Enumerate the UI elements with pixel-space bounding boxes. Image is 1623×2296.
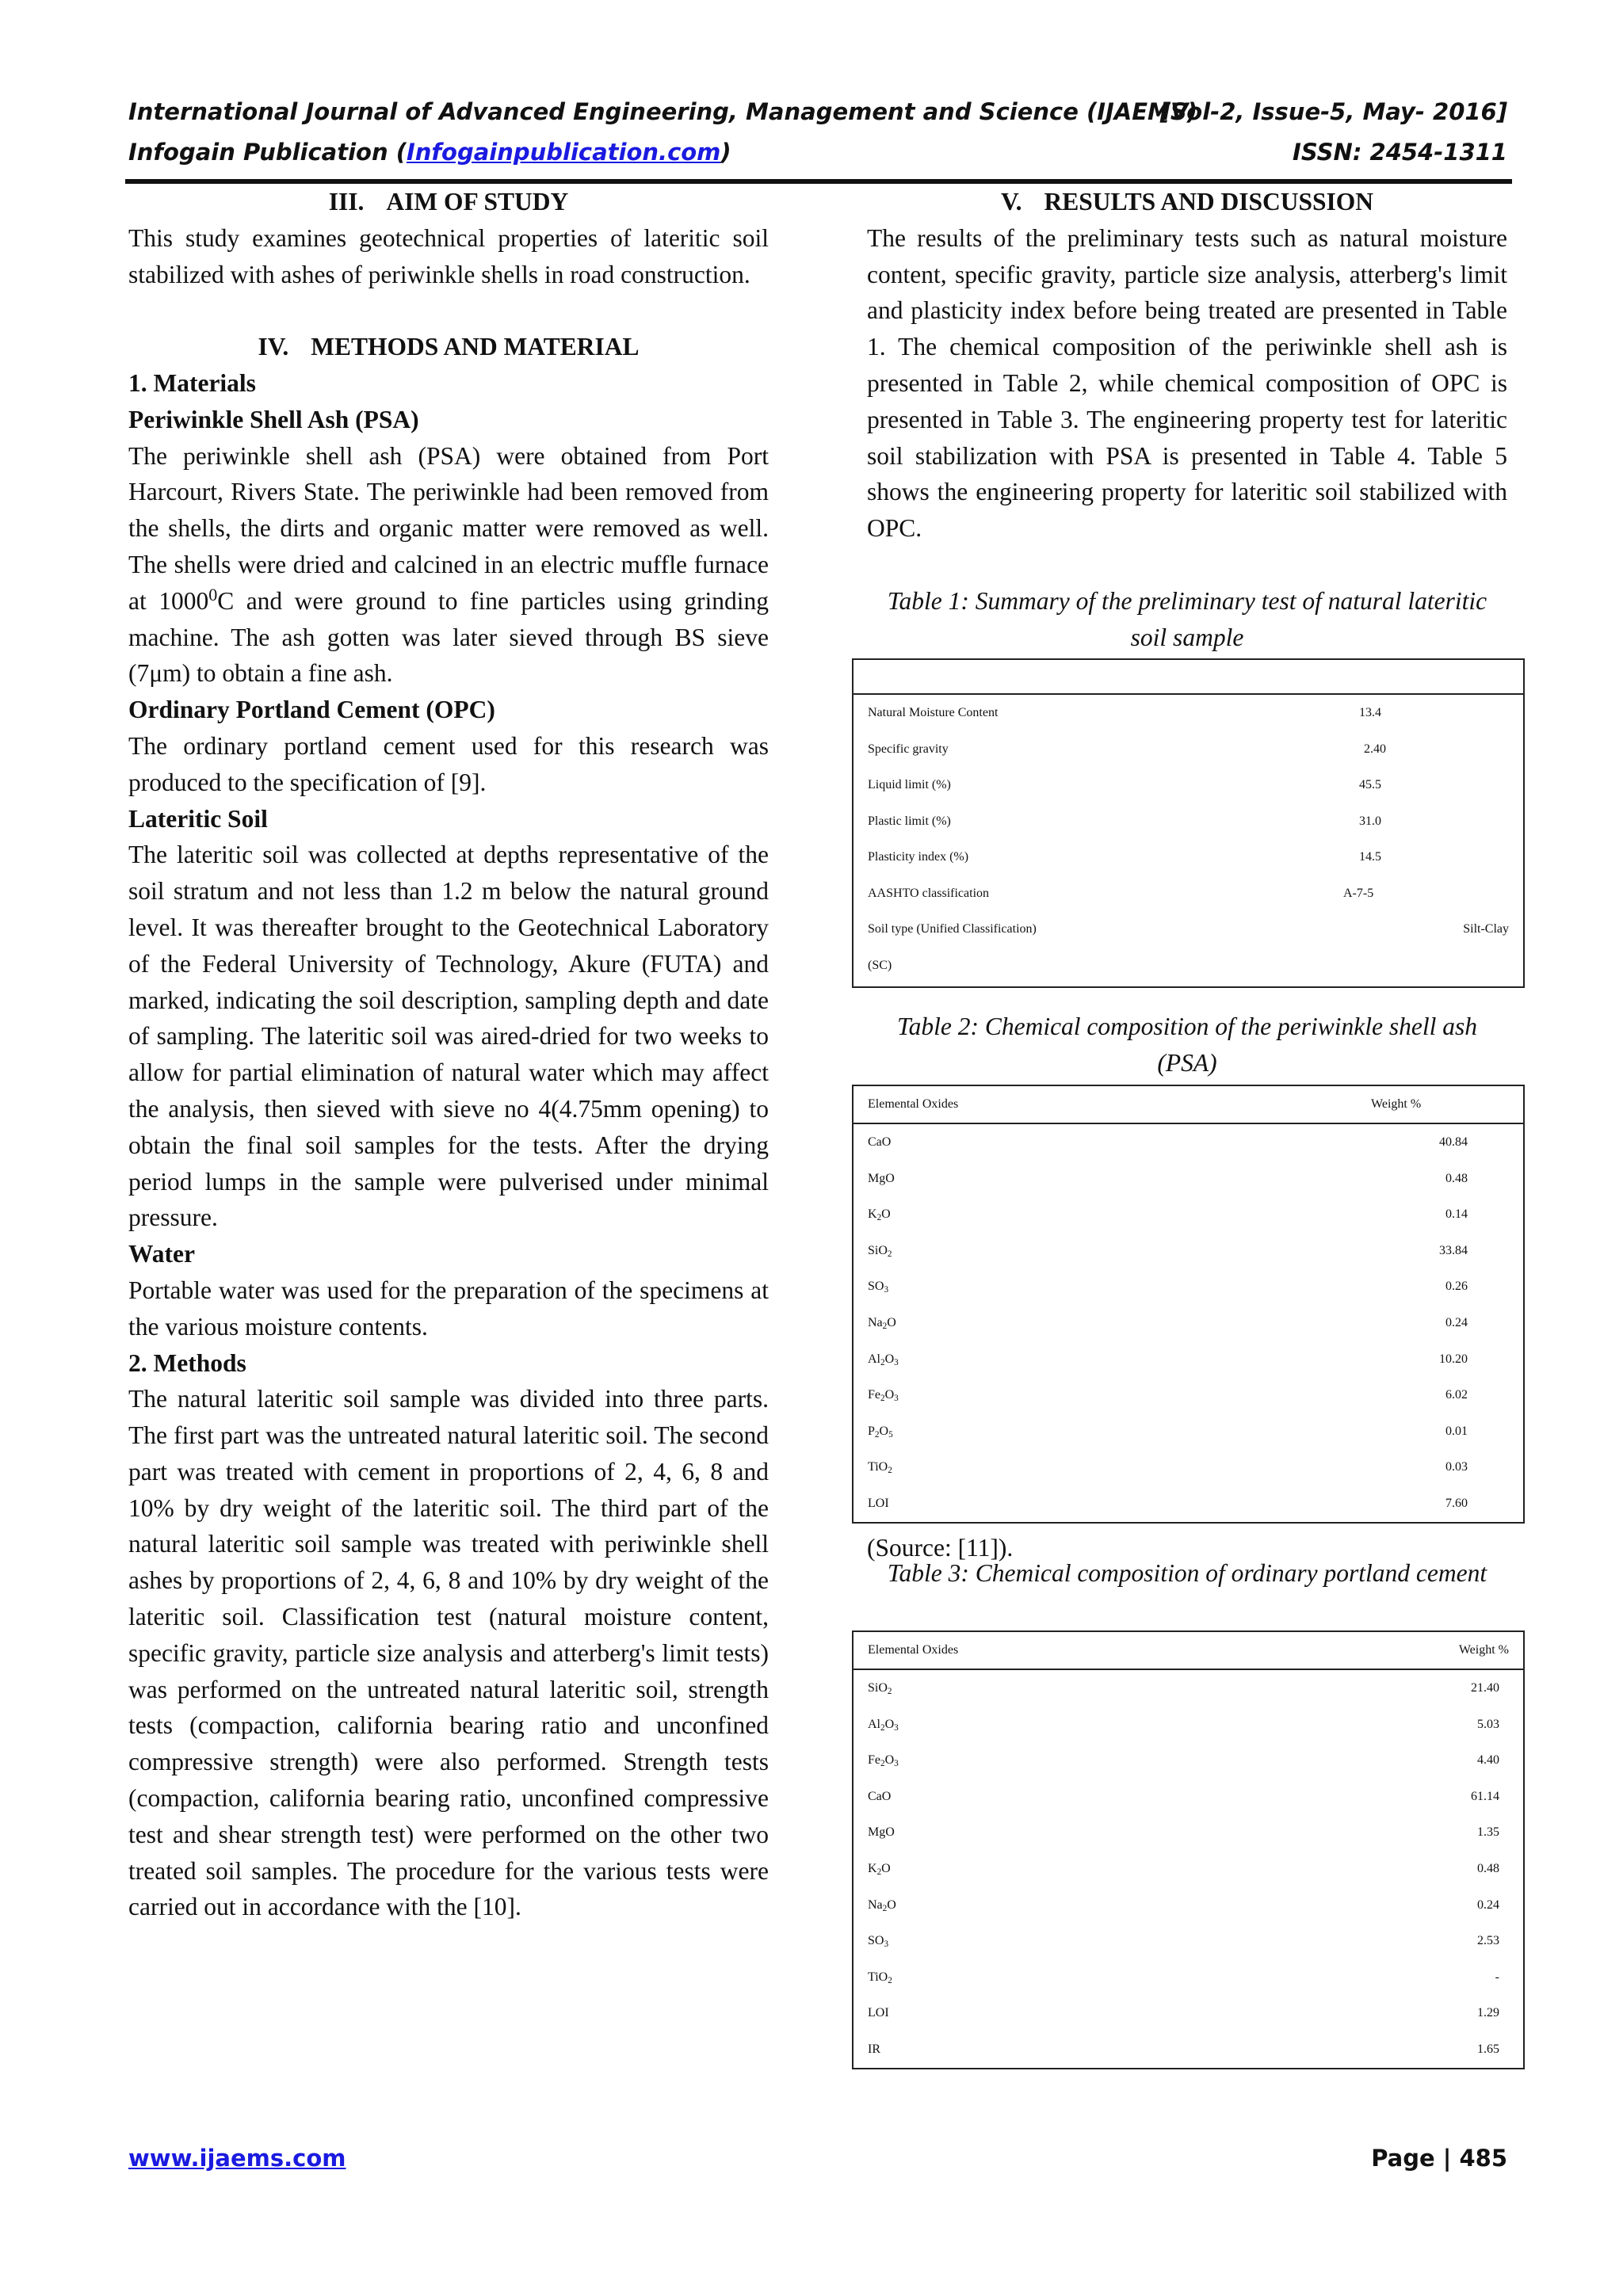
oxide-name: $Al_2O_3$ <box>868 1352 899 1367</box>
table-row <box>854 1851 1523 1887</box>
table-row <box>854 1887 1523 1924</box>
issn: ISSN: 2454-1311 <box>1293 139 1507 166</box>
oxide-weight: 0.48 <box>1445 1171 1468 1185</box>
oxide-name: $K_2O$ <box>868 1861 891 1877</box>
table-row <box>854 1995 1523 2031</box>
table-row <box>854 1413 1523 1450</box>
table-row <box>854 1233 1523 1269</box>
psa-heading: Periwinkle Shell Ash (PSA) <box>128 405 419 433</box>
table-1-caption: Table 1: Summary of the preliminary test of natural lateritic soil sample <box>887 586 1487 651</box>
table-row <box>854 1742 1523 1779</box>
table-row <box>854 1959 1523 1996</box>
oxide-name: TiO$_2$ <box>868 1970 892 1985</box>
oxide-weight: 6.02 <box>1445 1388 1468 1402</box>
table-3 <box>852 1630 1525 2069</box>
left-column <box>128 184 769 1925</box>
oxide-name: $Na_2O$ <box>868 1315 896 1331</box>
oxide-name: MgO <box>868 1825 895 1840</box>
oxide-weight: 0.48 <box>1477 1861 1499 1875</box>
psa-text: The periwinkle shell ash (PSA) were obtained from Port Harcourt, Rivers State. The periwinkle had been removed from the shells, the dirts and organic matter were removed as well. The shells were dried and calcined in an electric muffle furnace at 1000$^0$C and were ground to fine particles using grinding machine. The ash gotten was later sieved through BS sieve (7μm) to obtain a fine ash. <box>128 441 769 688</box>
oxide-weight: 0.03 <box>1445 1460 1468 1474</box>
table-row <box>854 1196 1523 1233</box>
table-row <box>854 1124 1523 1161</box>
oxide-weight: 2.53 <box>1477 1934 1499 1948</box>
table-cell-label: Plasticity index (%) <box>868 850 969 864</box>
table-row <box>854 1449 1523 1486</box>
journal-title: International Journal of Advanced Engineering, Management and Science (IJAEMS) <box>128 98 1198 125</box>
opc-text: The ordinary portland cement used for this research was produced to the specification of [9]. <box>128 731 769 796</box>
oxide-name: LOI <box>868 2006 889 2020</box>
oxide-name: CaO <box>868 1789 892 1803</box>
table-row <box>854 1923 1523 1959</box>
section-4-heading: IV. METHODS AND MATERIAL <box>258 333 640 361</box>
table-cell-value: A-7-5 <box>1343 886 1374 900</box>
oxide-weight: 1.65 <box>1477 2042 1499 2056</box>
table-row <box>854 803 1523 840</box>
oxide-name: $Al_2O_3$ <box>868 1717 899 1733</box>
oxide-weight: 0.26 <box>1445 1280 1468 1294</box>
oxide-name: $SO_3$ <box>868 1934 889 1949</box>
section-3-text: This study examines geotechnical properties of lateritic soil stabilized with ashes of periwinkle shells in road construction. <box>128 223 769 288</box>
oxide-name: $Fe_2O_3$ <box>868 1388 899 1403</box>
section-3-heading: III. AIM OF STUDY <box>328 188 569 215</box>
table-row <box>854 1779 1523 1815</box>
table-row <box>854 731 1523 768</box>
section-5-text: The results of the preliminary tests such as natural moisture content, specific gravity, particle size analysis, atterberg's limit and plasticity index before being treated are presented in Table 1. The chemical composition of the periwinkle shell ash is presented in Table 2, while chemical composition of OPC is presented in Table 3. The engineering property test for lateritic soil stabilization with PSA is presented in Table 4. Table 5 shows the engineering property for lateritic soil stabilized with OPC. <box>867 223 1507 543</box>
table-cell-value: 14.5 <box>1359 850 1381 864</box>
table-3-header: Elemental Oxides Weight % <box>854 1632 1523 1670</box>
oxide-weight: 0.24 <box>1477 1897 1499 1912</box>
publisher-link[interactable]: Infogainpublication.com <box>406 139 721 166</box>
table-row <box>854 1377 1523 1413</box>
oxide-weight: - <box>1495 1970 1499 1984</box>
oxide-name: $Fe_2O_3$ <box>868 1753 899 1768</box>
oxide-name: $Na_2O$ <box>868 1897 896 1913</box>
oxide-name: TiO$_2$ <box>868 1460 892 1476</box>
table-row <box>854 1670 1523 1707</box>
oxide-name: $P_2O_5$ <box>868 1424 893 1440</box>
water-text: Portable water was used for the preparation of the specimens at the various moisture contents. <box>128 1276 769 1341</box>
table-cell-label: Natural Moisture Content <box>868 706 999 719</box>
oxide-weight: 0.24 <box>1445 1315 1468 1329</box>
publisher-prefix: Infogain Publication ( <box>128 139 407 166</box>
table-row: Soil type (Unified Classification) Silt-Clay <box>868 922 1509 936</box>
table-cell-value: 45.5 <box>1359 778 1381 791</box>
table-2-source: (Source: [11]). <box>867 1534 1014 1562</box>
materials-heading: 1. Materials <box>128 368 256 397</box>
oxide-weight: 1.29 <box>1477 2006 1499 2020</box>
table-cell-label: AASHTO classification <box>868 886 990 900</box>
oxide-weight: 10.20 <box>1439 1352 1468 1366</box>
table-row <box>854 1486 1523 1522</box>
table-cell-value: 31.0 <box>1359 814 1381 828</box>
table-cell-value: 13.4 <box>1359 706 1381 719</box>
oxide-weight: 0.14 <box>1445 1207 1468 1222</box>
table-row <box>854 2031 1523 2068</box>
table-cell-label: Plastic limit (%) <box>868 814 951 828</box>
right-column <box>867 184 1507 655</box>
oxide-name: SiO$_2$ <box>868 1243 892 1259</box>
oxide-name: MgO <box>868 1171 895 1185</box>
table-2-caption: Table 2: Chemical composition of the periwinkle shell ash (PSA) <box>896 1013 1478 1077</box>
oxide-weight: 5.03 <box>1477 1717 1499 1731</box>
table-1 <box>852 658 1525 988</box>
table-row <box>854 695 1523 731</box>
page-number: Page | 485 <box>1371 2145 1507 2172</box>
table-row <box>854 1707 1523 1743</box>
oxide-weight: 61.14 <box>1471 1789 1499 1803</box>
water-heading: Water <box>128 1240 195 1268</box>
methods-heading: 2. Methods <box>128 1348 246 1377</box>
oxide-name: SiO$_2$ <box>868 1681 892 1696</box>
oxide-name: IR <box>868 2042 880 2056</box>
table-1-header-blank <box>854 660 1523 695</box>
footer-website[interactable]: www.ijaems.com <box>128 2145 346 2172</box>
oxide-weight: 7.60 <box>1445 1496 1468 1510</box>
table-cell-label: Specific gravity <box>868 742 949 756</box>
publisher-suffix: ) <box>720 139 731 166</box>
oxide-weight: 1.35 <box>1477 1825 1499 1840</box>
table-row <box>854 767 1523 803</box>
lateritic-heading: Lateritic Soil <box>128 804 268 833</box>
table-3-caption: Table 3: Chemical composition of ordinary portland cement <box>887 1559 1487 1587</box>
table-2 <box>852 1085 1525 1524</box>
table-row <box>854 1814 1523 1851</box>
oxide-name: $SO_3$ <box>868 1280 889 1295</box>
methods-text: The natural lateritic soil sample was divided into three parts. The first part was the untreated natural lateritic soil. The second part was treated with cement in proportions of 2, 4, 6, 8 and 10% by dry weight of the lateritic soil. The third part of the natural lateritic soil sample was treated with periwinkle shell ashes by proportions of 2, 4, 6, 8 and 10% by dry weight of the lateritic soil. Classification test (natural moisture content, specific gravity, particle size analysis and atterberg's limit tests) was performed on the untreated natural lateritic soil, strength tests (compaction, california bearing ratio and unconfined compressive strength) were also performed. Strength tests (compaction, california bearing ratio, unconfined compressive test and shear strength test) were performed on the other two treated soil samples. The procedure for the various tests were carried out in accordance with the [10]. <box>128 1385 769 1921</box>
section-5-heading: V. RESULTS AND DISCUSSION <box>1000 188 1374 215</box>
oxide-name: $K_2O$ <box>868 1207 891 1222</box>
table-row: (SC) <box>868 958 892 972</box>
lateritic-text: The lateritic soil was collected at depths representative of the soil stratum and not less than 1.2 m below the natural ground level. It was thereafter brought to the Geotechnical Laboratory of the Federal University of Technology, Akure (FUTA) and marked, indicating the soil description, sampling depth and date of sampling. The lateritic soil was aired-dried for two weeks to allow for partial elimination of natural water which may affect the analysis, then sieved with sieve no 4(4.75mm opening) to obtain the final soil samples for the tests. After the drying period lumps in the sample were pulverised under minimal pressure. <box>128 841 769 1232</box>
table-row <box>854 839 1523 875</box>
table-row <box>854 1161 1523 1197</box>
table-row <box>854 1341 1523 1378</box>
table-row <box>854 875 1523 912</box>
table-2-header: Elemental Oxides Weight % <box>854 1086 1523 1124</box>
oxide-weight: 21.40 <box>1471 1681 1499 1695</box>
oxide-name: CaO <box>868 1135 892 1149</box>
volume-info: [Vol-2, Issue-5, May- 2016] <box>1159 98 1507 125</box>
oxide-weight: 40.84 <box>1439 1135 1468 1149</box>
oxide-weight: 4.40 <box>1477 1753 1499 1768</box>
oxide-weight: 0.01 <box>1445 1424 1468 1438</box>
table-cell-value: 2.40 <box>1364 742 1386 756</box>
table-row <box>854 1268 1523 1305</box>
oxide-weight: 33.84 <box>1439 1243 1468 1257</box>
table-row <box>854 1305 1523 1341</box>
table-cell-label: Liquid limit (%) <box>868 778 951 791</box>
opc-heading: Ordinary Portland Cement (OPC) <box>128 696 495 724</box>
oxide-name: LOI <box>868 1496 889 1510</box>
publisher-line <box>128 139 731 166</box>
